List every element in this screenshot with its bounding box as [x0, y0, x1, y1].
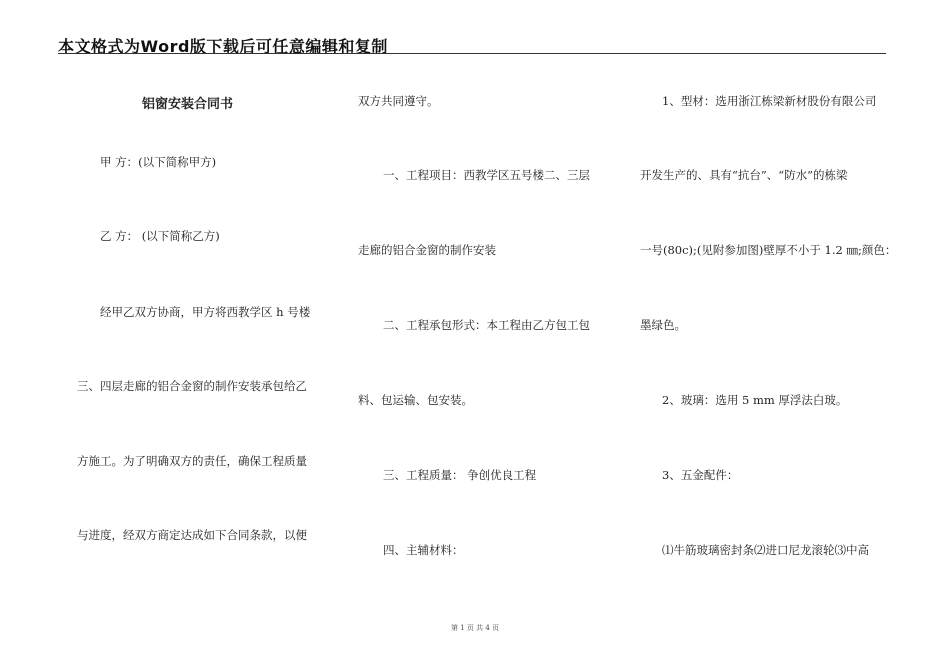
header-banner: 本文格式为Word版下载后可任意编辑和复制	[58, 37, 388, 56]
left-line-4: 三、四层走廊的铝合金窗的制作安装承包给乙	[77, 379, 307, 393]
document-title: 铝窗安装合同书	[142, 97, 234, 112]
middle-line-2: 一、工程项目：西教学区五号楼二、三层	[383, 168, 590, 182]
middle-line-7: 四、主辅材料：	[383, 543, 464, 557]
left-line-2: 乙 方： (以下简称乙方)	[100, 229, 220, 243]
right-line-7: ⑴牛筋玻璃密封条⑵进口尼龙滚轮⑶中高	[662, 543, 869, 557]
right-line-4: 墨绿色。	[640, 318, 686, 332]
page-footer: 第 1 页 共 4 页	[450, 624, 500, 632]
middle-line-1: 双方共同遵守。	[358, 94, 439, 108]
right-line-3: 一号(80c);(见附参加图)壁厚不小于 1.2 ㎜;颜色：	[640, 243, 897, 257]
right-line-6: 3、五金配件：	[662, 468, 739, 482]
middle-line-3: 走廊的铝合金窗的制作安装	[358, 243, 496, 257]
left-line-1: 甲 方：(以下简称甲方)	[100, 155, 217, 169]
left-line-5: 方施工。为了明确双方的责任，确保工程质量	[77, 454, 307, 468]
header-rule	[58, 53, 886, 54]
right-line-2: 开发生产的、具有“抗台”、“防水”的栋梁	[640, 168, 848, 182]
right-line-5: 2、玻璃：选用 5 mm 厚浮法白玻。	[662, 393, 848, 407]
middle-line-4: 二、工程承包形式：本工程由乙方包工包	[383, 318, 590, 332]
left-line-3: 经甲乙双方协商，甲方将西教学区 h 号楼	[100, 305, 311, 319]
middle-line-5: 料、包运输、包安装。	[358, 393, 473, 407]
left-line-6: 与进度，经双方商定达成如下合同条款，以便	[77, 528, 307, 542]
middle-line-6: 三、工程质量： 争创优良工程	[383, 468, 537, 482]
right-line-1: 1、型材：选用浙江栋梁新材股份有限公司	[662, 94, 877, 108]
